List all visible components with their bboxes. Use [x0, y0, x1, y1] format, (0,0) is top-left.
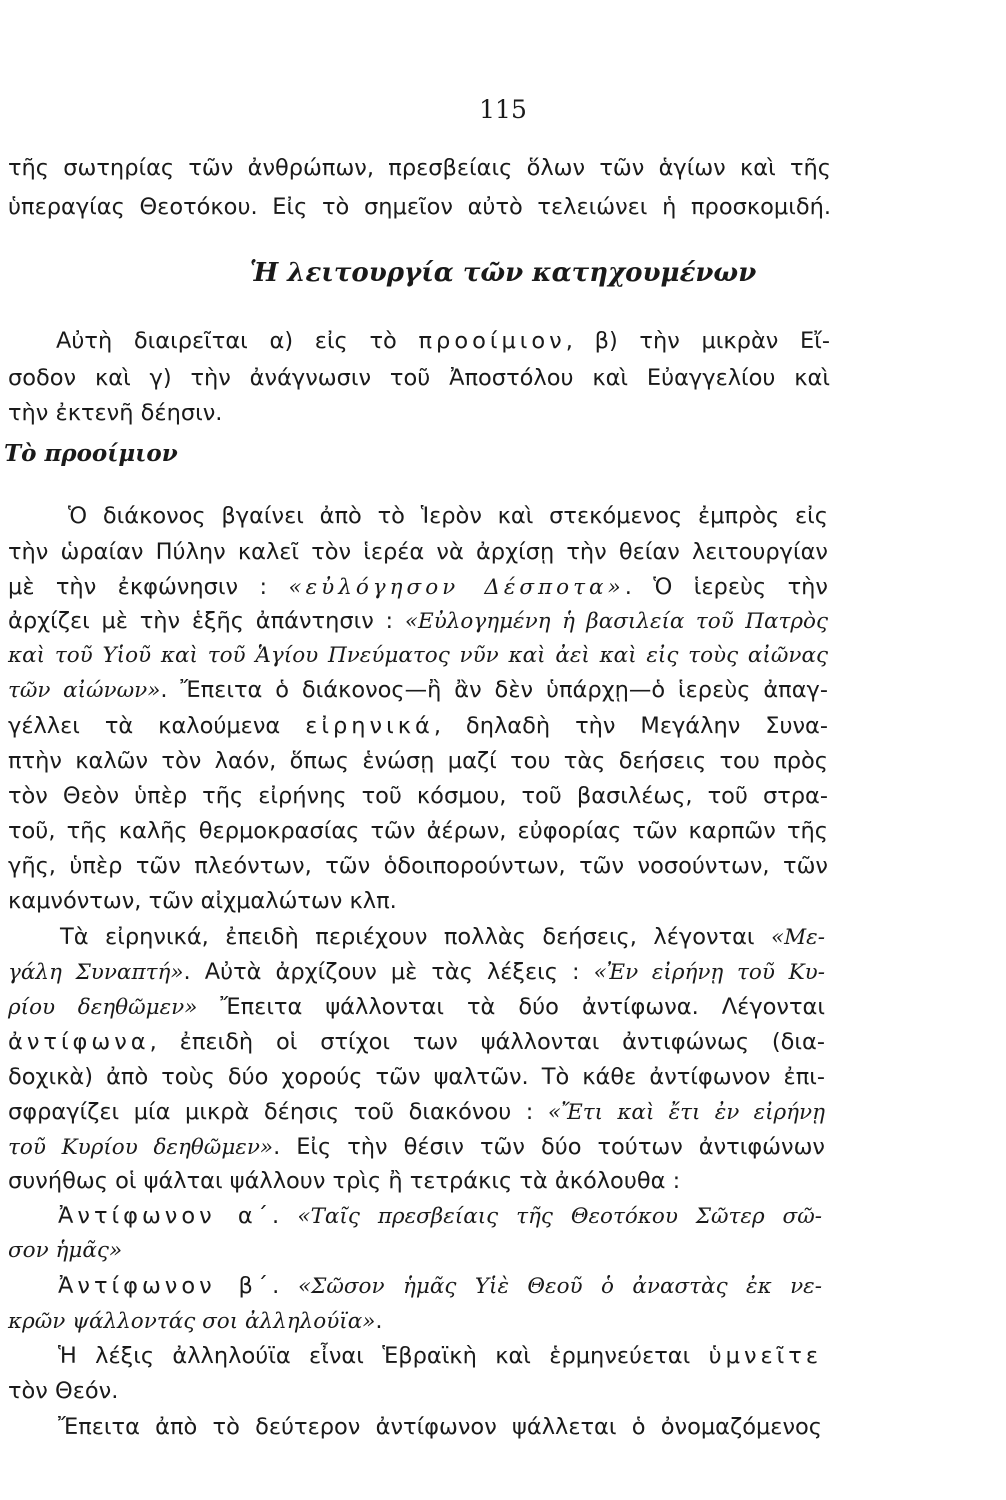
- text-line: κρῶν ψάλλοντάς σοι ἀλληλούϊα».: [8, 1308, 383, 1334]
- text-line: τὸν Θεόν.: [8, 1378, 119, 1404]
- text-line: συνήθως οἱ ψάλται ψάλλουν τρὶς ἢ τετράκις τὰ ἀκόλουθα :: [8, 1168, 681, 1194]
- text-line: Ὁ διάκονος βγαίνει ἀπὸ τὸ Ἱερὸν καὶ στεκόμενος ἐμπρὸς εἰς: [68, 503, 828, 529]
- text-line: τῆς σωτηρίας τῶν ἀνθρώπων, πρεσβείαις ὅλων τῶν ἁγίων καὶ τῆς: [8, 155, 831, 181]
- text-line: τοῦ, τῆς καλῆς θερμοκρασίας τῶν ἀέρων, εὐφορίας τῶν καρπῶν τῆς: [8, 818, 828, 844]
- text-line: καὶ τοῦ Υἱοῦ καὶ τοῦ Ἁγίου Πνεύματος νῦν καὶ ἀεὶ καὶ εἰς τοὺς αἰῶνας: [8, 643, 828, 668]
- text-line: ἀρχίζει μὲ τὴν ἑξῆς ἀπάντησιν : «Εὐλογημένη ἡ βασιλεία τοῦ Πατρὸς: [8, 608, 828, 634]
- text-line: μὲ τὴν ἐκφώνησιν : «εὐλόγησον Δέσποτα». Ὁ ἱερεὺς τὴν: [8, 574, 828, 600]
- text-line: Αὐτὴ διαιρεῖται α) εἰς τὸ προοίμιον, β) τὴν μικρὰν Εἴ-: [56, 328, 831, 354]
- text-line: ρίου δεηθῶμεν» Ἔπειτα ψάλλονται τὰ δύο ἀντίφωνα. Λέγονται: [8, 994, 825, 1020]
- subsection-heading: Τὸ προοίμιον: [4, 440, 178, 467]
- text-line: σον ἡμᾶς»: [8, 1238, 123, 1263]
- text-line: γάλη Συναπτή». Αὐτὰ ἀρχίζουν μὲ τὰς λέξεις : «Ἐν εἰρήνῃ τοῦ Κυ-: [8, 959, 826, 985]
- text-line: τοῦ Κυρίου δεηθῶμεν». Εἰς τὴν θέσιν τῶν δύο τούτων ἀντιφώνων: [8, 1134, 825, 1160]
- page-number: 115: [479, 95, 527, 124]
- text-line: γέλλει τὰ καλούμενα εἰρηνικά, δηλαδὴ τὴν Μεγάλην Συνα-: [8, 713, 828, 739]
- text-line: Τὰ εἰρηνικά, ἐπειδὴ περιέχουν πολλὰς δεήσεις, λέγονται «Με-: [60, 924, 825, 950]
- text-line: Ἀντίφωνον α΄. «Ταῖς πρεσβείαις τῆς Θεοτόκου Σῶτερ σῶ-: [58, 1203, 822, 1229]
- text-line: τὴν ὡραίαν Πύλην καλεῖ τὸν ἱερέα νὰ ἀρχίσῃ τὴν θείαν λειτουργίαν: [8, 539, 828, 565]
- text-line: σφραγίζει μία μικρὰ δέησις τοῦ διακόνου : «Ἔτι καὶ ἔτι ἐν εἰρήνῃ: [8, 1099, 826, 1125]
- text-line: καμνόντων, τῶν αἰχμαλώτων κλπ.: [8, 888, 397, 914]
- text-line: σοδον καὶ γ) τὴν ἀνάγνωσιν τοῦ Ἀποστόλου καὶ Εὐαγγελίου καὶ: [8, 365, 830, 391]
- text-line: ὑπεραγίας Θεοτόκου. Εἰς τὸ σημεῖον αὐτὸ τελειώνει ἡ προσκομιδή.: [8, 194, 831, 220]
- text-line: Ἔπειτα ἀπὸ τὸ δεύτερον ἀντίφωνον ψάλλεται ὁ ὀνομαζόμενος: [58, 1414, 822, 1440]
- text-line: πτὴν καλῶν τὸν λαόν, ὅπως ἑνώσῃ μαζί του τὰς δεήσεις του πρὸς: [8, 748, 828, 774]
- text-line: ἀντίφωνα, ἐπειδὴ οἱ στίχοι των ψάλλονται ἀντιφώνως (δια-: [8, 1029, 825, 1055]
- section-heading: Ἡ λειτουργία τῶν κατηχουμένων: [249, 258, 757, 288]
- text-line: τὸν Θεὸν ὑπὲρ τῆς εἰρήνης τοῦ κόσμου, τοῦ βασιλέως, τοῦ στρα-: [8, 783, 828, 809]
- text-line: Ἡ λέξις ἀλληλούϊα εἶναι Ἑβραϊκὴ καὶ ἑρμηνεύεται ὑμνεῖτε: [58, 1343, 822, 1369]
- text-line: Ἀντίφωνον β΄. «Σῶσον ἡμᾶς Υἱὲ Θεοῦ ὁ ἀναστὰς ἐκ νε-: [58, 1273, 822, 1299]
- text-line: τὴν ἐκτενῆ δέησιν.: [8, 400, 223, 426]
- text-line: γῆς, ὑπὲρ τῶν πλεόντων, τῶν ὁδοιπορούντων, τῶν νοσούντων, τῶν: [8, 853, 828, 879]
- text-line: τῶν αἰώνων». Ἔπειτα ὁ διάκονος—ἢ ἂν δὲν ὑπάρχῃ—ὁ ἱερεὺς ἀπαγ-: [8, 677, 828, 703]
- text-line: δοχικὰ) ἀπὸ τοὺς δύο χορούς τῶν ψαλτῶν. Τὸ κάθε ἀντίφωνον ἐπι-: [8, 1064, 825, 1090]
